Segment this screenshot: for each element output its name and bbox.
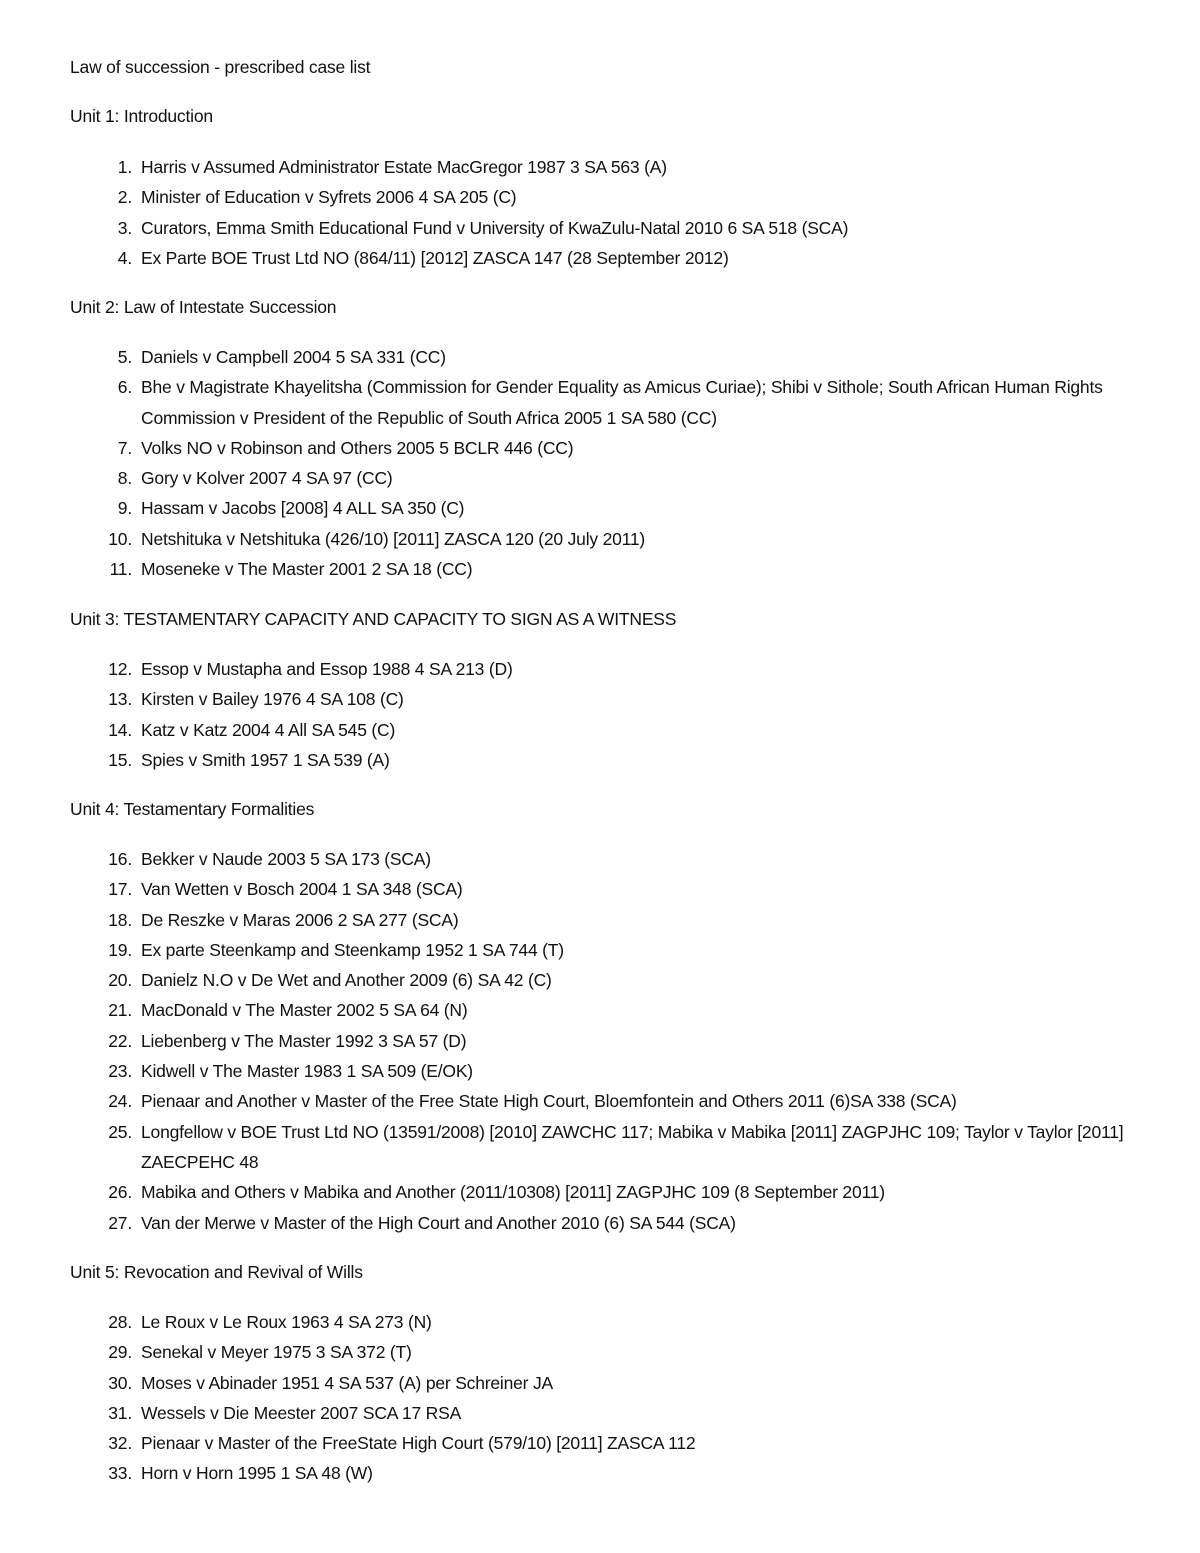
case-number: 32. <box>108 1433 132 1454</box>
case-item <box>0 1117 1131 1178</box>
case-item <box>0 372 1131 433</box>
case-number: 1. <box>117 157 132 177</box>
case-citation: Pienaar and Another v Master of the Free State High Court, Bloemfontein and Others 2011 (6)SA 338 (SCA) <box>141 1091 957 1112</box>
unit-3-heading: Unit 3: TESTAMENTARY CAPACITY AND CAPACITY TO SIGN AS A WITNESS <box>70 609 677 629</box>
case-number: 17. <box>108 879 132 900</box>
case-citation: Katz v Katz 2004 4 All SA 545 (C) <box>141 719 396 740</box>
case-citation: Hassam v Jacobs [2008] 4 ALL SA 350 (C) <box>141 498 465 519</box>
case-item <box>0 965 1131 995</box>
case-item <box>0 243 1131 273</box>
case-citation: Moses v Abinader 1951 4 SA 537 (A) per Schreiner JA <box>141 1372 553 1393</box>
case-item <box>0 1458 1131 1488</box>
unit-3-case-list <box>0 654 1131 775</box>
case-item <box>0 1337 1131 1367</box>
case-number: 7. <box>117 437 132 458</box>
case-number: 18. <box>108 909 132 930</box>
case-number: 6. <box>117 377 132 398</box>
case-item <box>0 905 1131 935</box>
case-citation: Ex parte Steenkamp and Steenkamp 1952 1 SA 744 (T) <box>141 939 564 960</box>
case-number: 22. <box>108 1030 132 1051</box>
case-citation: Ex Parte BOE Trust Ltd NO (864/11) [2012] ZASCA 147 (28 September 2012) <box>141 247 729 268</box>
case-number: 9. <box>117 498 132 519</box>
case-citation: Volks NO v Robinson and Others 2005 5 BCLR 446 (CC) <box>141 437 574 458</box>
case-citation: Mabika and Others v Mabika and Another (2011/10308) [2011] ZAGPJHC 109 (8 September 2011) <box>141 1182 885 1203</box>
case-citation: Minister of Education v Syfrets 2006 4 SA 205 (C) <box>141 187 517 208</box>
case-number: 25. <box>108 1121 132 1142</box>
case-item <box>0 554 1131 584</box>
case-item <box>0 152 1131 182</box>
case-item <box>0 1086 1131 1116</box>
case-item <box>0 1307 1131 1337</box>
case-item <box>0 342 1131 372</box>
case-citation: Kidwell v The Master 1983 1 SA 509 (E/OK) <box>141 1061 473 1082</box>
case-item <box>0 1208 1131 1238</box>
case-citation: Pienaar v Master of the FreeState High Court (579/10) [2011] ZASCA 112 <box>141 1433 696 1454</box>
case-number: 10. <box>108 528 132 549</box>
case-citation: Longfellow v BOE Trust Ltd NO (13591/2008) [2010] ZAWCHC 117; Mabika v Mabika [2011] ZAGPJHC 109; Taylor v Taylor [2011] ZAECPEHC 48 <box>141 1121 1124 1172</box>
case-item <box>0 684 1131 714</box>
case-item <box>0 493 1131 523</box>
case-item <box>0 1428 1131 1458</box>
case-item <box>0 1398 1131 1428</box>
case-citation: Liebenberg v The Master 1992 3 SA 57 (D) <box>141 1030 467 1051</box>
case-number: 31. <box>108 1402 132 1423</box>
case-citation: Harris v Assumed Administrator Estate MacGregor 1987 3 SA 563 (A) <box>141 157 667 177</box>
case-item <box>0 213 1131 243</box>
unit-4-heading: Unit 4: Testamentary Formalities <box>70 799 315 819</box>
case-number: 27. <box>108 1212 132 1233</box>
case-citation: Essop v Mustapha and Essop 1988 4 SA 213 (D) <box>141 659 513 679</box>
case-citation: De Reszke v Maras 2006 2 SA 277 (SCA) <box>141 909 459 930</box>
case-citation: MacDonald v The Master 2002 5 SA 64 (N) <box>141 1000 468 1021</box>
case-number: 13. <box>108 689 132 710</box>
case-number: 4. <box>117 247 132 268</box>
case-item <box>0 463 1131 493</box>
case-citation: Danielz N.O v De Wet and Another 2009 (6) SA 42 (C) <box>141 970 552 991</box>
case-number: 24. <box>108 1091 132 1112</box>
case-item <box>0 524 1131 554</box>
case-citation: Bhe v Magistrate Khayelitsha (Commission for Gender Equality as Amicus Curiae); Shibi v Sithole; South African Human Rights Commission v President of the Republic of South Africa 2005 1 SA 580 (CC) <box>141 377 1103 428</box>
document-title: Law of succession - prescribed case list <box>70 57 371 77</box>
case-citation: Senekal v Meyer 1975 3 SA 372 (T) <box>141 1342 412 1363</box>
case-item <box>0 995 1131 1025</box>
case-citation: Van der Merwe v Master of the High Court and Another 2010 (6) SA 544 (SCA) <box>141 1212 736 1233</box>
case-item <box>0 433 1131 463</box>
case-citation: Moseneke v The Master 2001 2 SA 18 (CC) <box>141 559 473 580</box>
case-citation: Bekker v Naude 2003 5 SA 173 (SCA) <box>141 849 431 869</box>
case-number: 15. <box>108 749 132 770</box>
case-number: 30. <box>108 1372 132 1393</box>
case-number: 8. <box>117 468 132 489</box>
case-number: 28. <box>108 1312 132 1332</box>
unit-1-case-list <box>0 152 1131 273</box>
case-item <box>0 182 1131 212</box>
case-item <box>0 715 1131 745</box>
case-number: 5. <box>117 347 132 367</box>
unit-2-heading: Unit 2: Law of Intestate Succession <box>70 297 337 317</box>
case-citation: Kirsten v Bailey 1976 4 SA 108 (C) <box>141 689 404 710</box>
case-number: 16. <box>108 849 132 869</box>
case-number: 23. <box>108 1061 132 1082</box>
case-citation: Le Roux v Le Roux 1963 4 SA 273 (N) <box>141 1312 432 1332</box>
case-item <box>0 1368 1131 1398</box>
case-citation: Wessels v Die Meester 2007 SCA 17 RSA <box>141 1402 462 1423</box>
unit-2-case-list <box>0 342 1131 584</box>
case-item <box>0 874 1131 904</box>
case-citation: Netshituka v Netshituka (426/10) [2011] ZASCA 120 (20 July 2011) <box>141 528 646 549</box>
case-item <box>0 1177 1131 1207</box>
case-item <box>0 1056 1131 1086</box>
case-item <box>0 935 1131 965</box>
unit-5-heading: Unit 5: Revocation and Revival of Wills <box>70 1262 363 1282</box>
case-citation: Van Wetten v Bosch 2004 1 SA 348 (SCA) <box>141 879 463 900</box>
case-number: 19. <box>108 939 132 960</box>
case-citation: Horn v Horn 1995 1 SA 48 (W) <box>141 1463 373 1484</box>
case-citation: Curators, Emma Smith Educational Fund v University of KwaZulu-Natal 2010 6 SA 518 (SCA) <box>141 217 849 238</box>
case-number: 26. <box>108 1182 132 1203</box>
case-item <box>0 1026 1131 1056</box>
unit-1-heading: Unit 1: Introduction <box>70 106 213 126</box>
case-citation: Daniels v Campbell 2004 5 SA 331 (CC) <box>141 347 446 367</box>
case-number: 20. <box>108 970 132 991</box>
case-number: 14. <box>108 719 132 740</box>
unit-5-case-list <box>0 1307 1131 1489</box>
unit-4-case-list <box>0 844 1131 1238</box>
case-citation: Spies v Smith 1957 1 SA 539 (A) <box>141 749 390 770</box>
case-item <box>0 844 1131 874</box>
case-item <box>0 654 1131 684</box>
case-number: 12. <box>108 659 132 679</box>
case-number: 29. <box>108 1342 132 1363</box>
case-item <box>0 745 1131 775</box>
case-number: 2. <box>117 187 132 208</box>
case-number: 21. <box>108 1000 132 1021</box>
case-citation: Gory v Kolver 2007 4 SA 97 (CC) <box>141 468 393 489</box>
case-number: 11. <box>109 559 132 580</box>
case-number: 33. <box>108 1463 132 1484</box>
case-number: 3. <box>117 217 132 238</box>
